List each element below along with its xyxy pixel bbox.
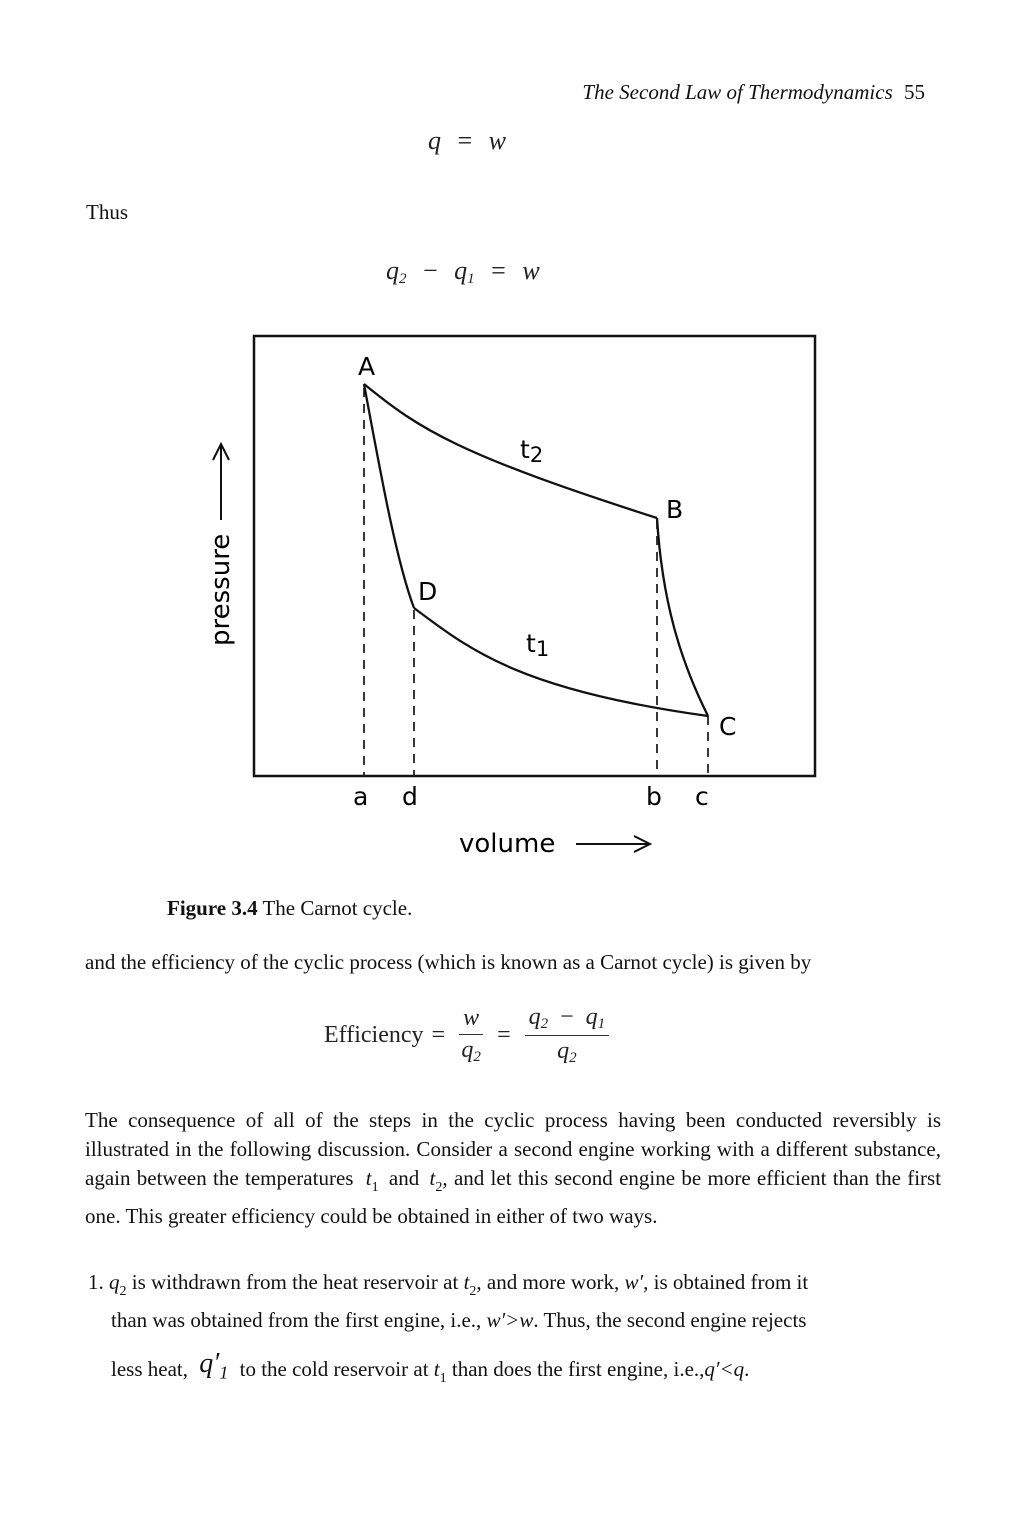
- equation-q-equals-w: q = w: [428, 126, 507, 155]
- x-axis-arrow-icon: [576, 836, 650, 852]
- fraction-heat-difference: $\frac{q_2 - q_1}{q_2}$: [525, 1004, 610, 1067]
- list-item-1-line-2: than was obtained from the first engine, i.e., w′>w. Thus, the second engine rejects: [111, 1308, 807, 1332]
- x-tick-b: b: [646, 782, 662, 811]
- y-axis-label: pressure: [206, 533, 236, 646]
- x-axis-label: volume: [459, 829, 556, 859]
- running-header: [0, 80, 925, 105]
- paragraph-consequence: The consequence of all of the steps in the cyclic process having been conducted reversibly is illustrated in the following discussion. Consider a second engine working with a different substance, again between the temperatures $t_1$ and $t_2$, and let this second engine be more efficient than the first one. This greater efficiency could be obtained in either of two ways.: [85, 1108, 942, 1228]
- list-item-1-line-1: 1. $q_2$ is withdrawn from the heat reservoir at $t_2$, and more work, w′, is obtained from it: [88, 1270, 809, 1299]
- point-label-A: A: [358, 352, 376, 381]
- equation-heat-balance: $q_2 - q_1 = w$: [386, 256, 540, 287]
- carnot-cycle-figure: [200, 330, 830, 870]
- adiabat-bc-curve: [657, 518, 708, 716]
- isotherm-hot-label: t2: [520, 435, 544, 467]
- x-tick-d: d: [402, 782, 418, 811]
- running-title: The Second Law of Thermodynamics: [582, 80, 893, 104]
- y-axis-arrow-icon: [213, 444, 229, 520]
- efficiency-equation: Efficiency = $\frac{w}{q_2}$ = $\frac{q_2 - q_1}{q_2}$: [324, 1004, 615, 1067]
- list-number: 1.: [88, 1270, 104, 1294]
- point-label-C: C: [719, 712, 737, 741]
- x-tick-c: c: [695, 782, 709, 811]
- isotherm-cold-label: t1: [526, 629, 550, 661]
- isotherm-hot-curve: [364, 384, 657, 518]
- figure-frame: [254, 336, 815, 776]
- page-number: 55: [904, 80, 925, 104]
- q1-prime-symbol: $q'_1$: [199, 1348, 229, 1383]
- figure-caption-text: The Carnot cycle.: [262, 896, 413, 920]
- figure-caption: [167, 896, 412, 921]
- isotherm-cold-curve: [414, 608, 708, 716]
- efficiency-word: Efficiency: [324, 1022, 424, 1048]
- paragraph-efficiency-intro: and the efficiency of the cyclic process (which is known as a Carnot cycle) is given by: [85, 950, 812, 974]
- fraction-w-over-q2: $\frac{w}{q_2}$: [459, 1005, 483, 1066]
- point-label-B: B: [666, 495, 684, 524]
- thus-text: Thus: [86, 200, 128, 224]
- x-tick-a: a: [353, 782, 369, 811]
- point-label-D: D: [418, 577, 438, 606]
- adiabat-ad-curve: [364, 384, 414, 608]
- figure-caption-label: Figure 3.4: [167, 896, 258, 920]
- list-item-1-line-3: less heat, $q'_1$ to the cold reservoir at $t_1$ than does the first engine, i.e.,q′<q.: [111, 1348, 750, 1386]
